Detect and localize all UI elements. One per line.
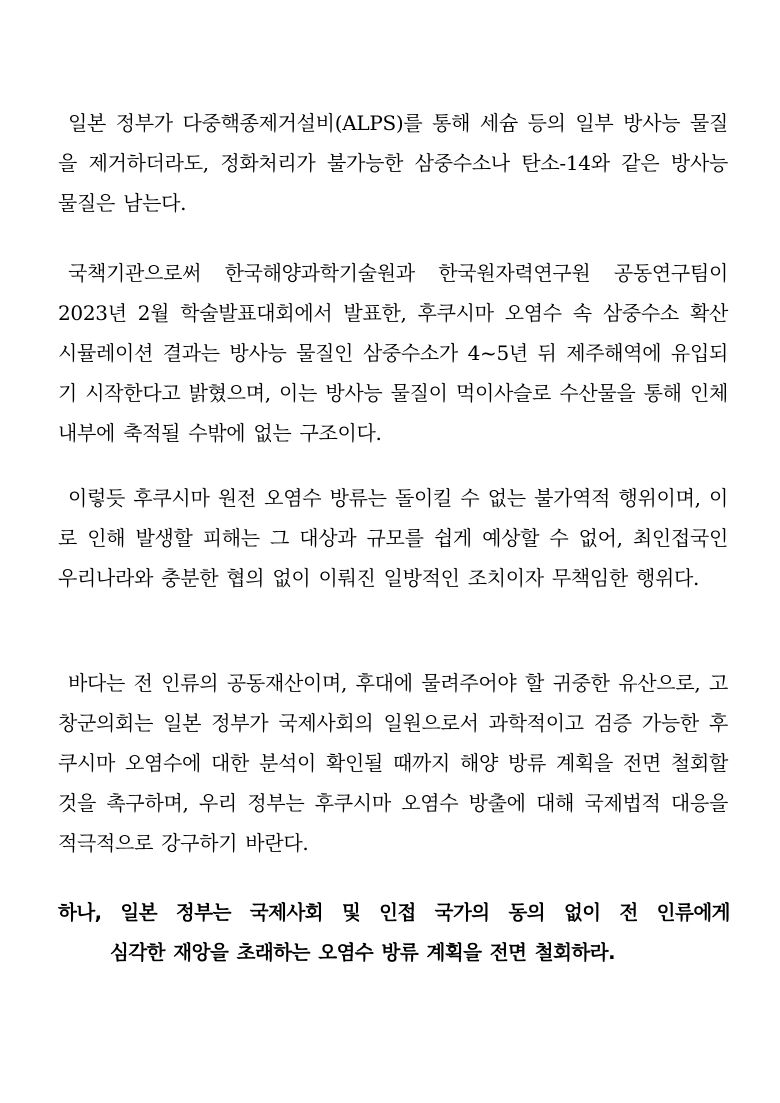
paragraph-research-simulation: 국책기관으로써 한국해양과학기술원과 한국원자력연구원 공동연구팀이 2023년 2월 학술발표대회에서 발표한, 후쿠시마 오염수 속 삼중수소 확산 시뮬레이션 결과는 방사능 물질인 삼중수소가 4~5년 뒤 제주해역에 유입되기 시작한다고 밝혔으며, 이는 방사능 물질이 먹이사슬로 수산물을 통해 인체 내부에 축적될 수밖에 없는 구조이다. [58, 261, 728, 445]
paragraph-call-to-action: 바다는 전 인류의 공동재산이며, 후대에 물려주어야 할 귀중한 유산으로, 고창군의회는 일본 정부가 국제사회의 일원으로서 과학적이고 검증 가능한 후쿠시마 오염수에 대한 분석이 확인될 때까지 해양 방류 계획을 전면 철회할 것을 촉구하며, 우리 정부는 후쿠시마 오염수 방출에 대해 국제법적 대응을 적극적으로 강구하기 바란다. [58, 671, 728, 855]
paragraph-alps: 일본 정부가 다중핵종제거설비(ALPS)를 통해 세슘 등의 일부 방사능 물질을 제거하더라도, 정화처리가 불가능한 삼중수소나 탄소-14와 같은 방사능 물질은 남는다. [58, 111, 728, 215]
resolution-statement [58, 893, 730, 973]
paragraph-irreversible-act: 이렇듯 후쿠시마 원전 오염수 방류는 돌이킬 수 없는 불가역적 행위이며, 이로 인해 발생할 피해는 그 대상과 규모를 쉽게 예상할 수 없어, 최인접국인 우리나라와 충분한 협의 없이 이뤄진 일방적인 조치이자 무책임한 행위다. [58, 486, 728, 590]
resolution-line-1: 하나, 일본 정부는 국제사회 및 인접 국가의 동의 없이 전 인류에게 [58, 901, 730, 924]
resolution-line-2: 심각한 재앙을 초래하는 오염수 방류 계획을 전면 철회하라. [110, 941, 616, 964]
